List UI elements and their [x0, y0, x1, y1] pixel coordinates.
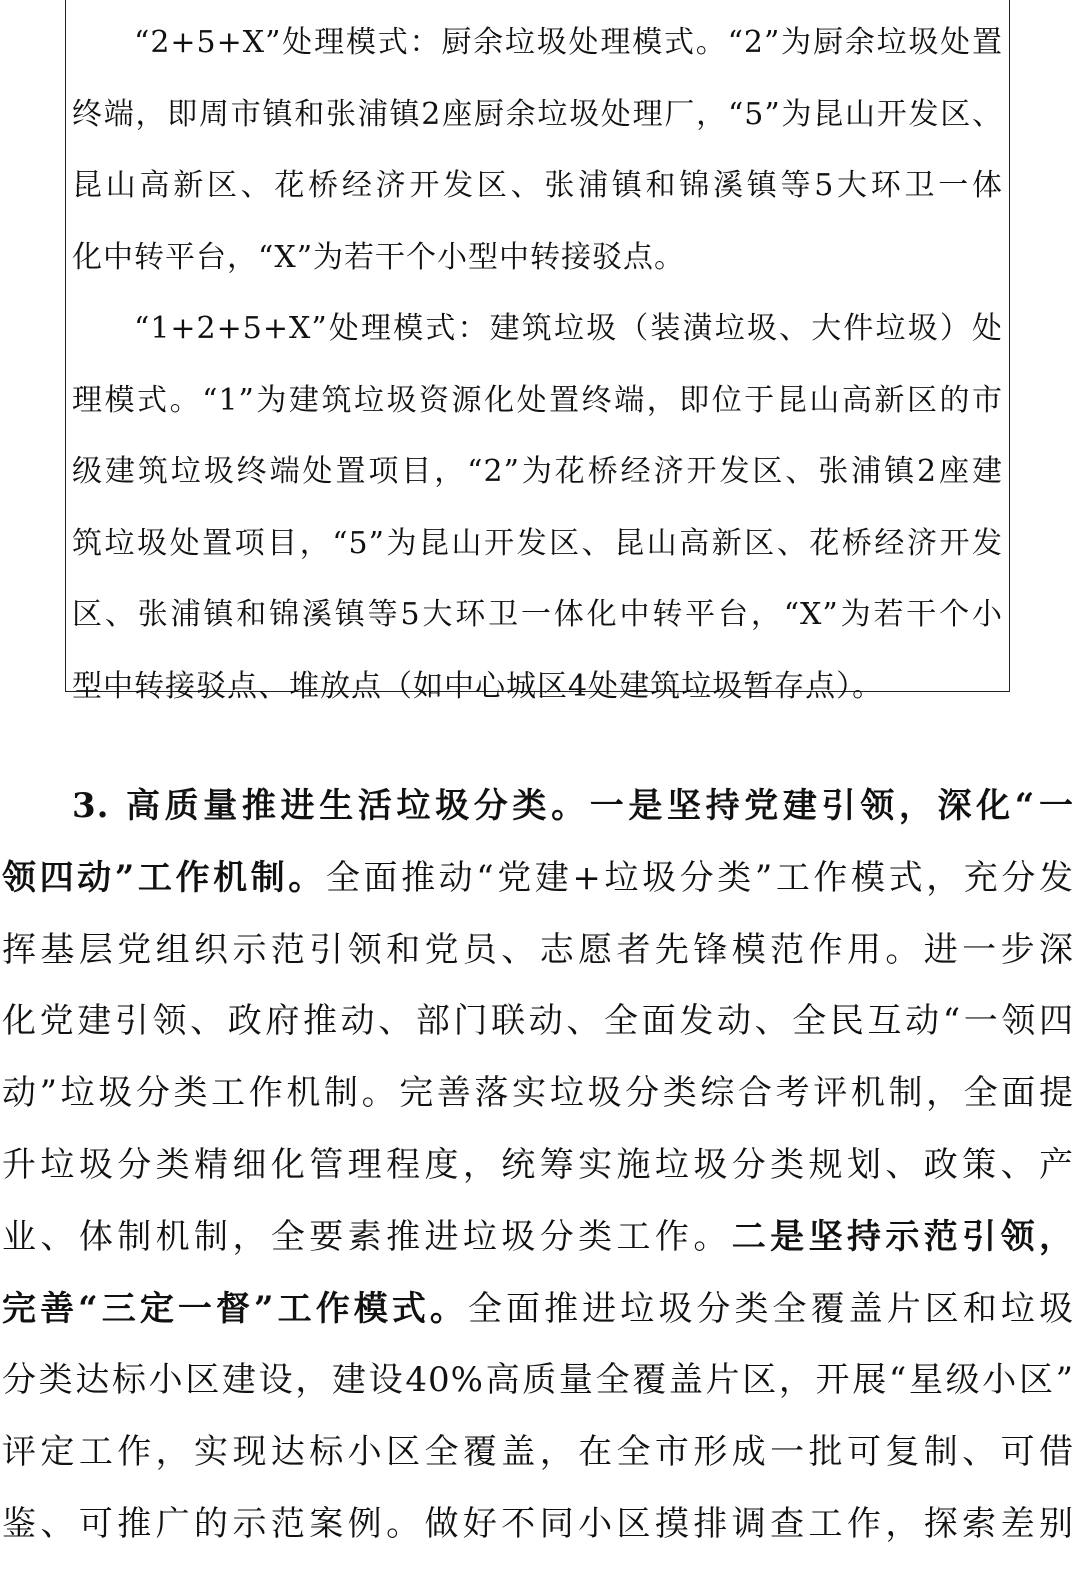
text-span: 业、体制机制，全要素推进垃圾分类工作。	[2, 1216, 732, 1257]
body-line: 升垃圾分类精细化管理程度，统筹实施垃圾分类规划、政策、产	[2, 1144, 1074, 1185]
box-line: 型中转接驳点、堆放点（如中心城区4处建筑垃圾暂存点）。	[72, 668, 884, 704]
body-line: 挥基层党组织示范引领和党员、志愿者先锋模范作用。进一步深	[2, 929, 1074, 970]
box-line: 区、张浦镇和锦溪镇等5大环卫一体化中转平台，“X”为若干个小	[72, 597, 1003, 632]
text-span: 全面推动“党建+垃圾分类”工作模式，充分发	[325, 857, 1074, 898]
body-line	[2, 843, 1074, 915]
box-line: 级建筑垃圾终端处置项目，“2”为花桥经济开发区、张浦镇2座建	[72, 454, 1003, 489]
bold-phrase: 完善“三定一督”工作模式。	[2, 1288, 468, 1329]
text-span: 全面推进垃圾分类全覆盖片区和垃圾	[467, 1288, 1074, 1329]
body-line	[2, 1274, 1074, 1346]
box-line: 理模式。“1”为建筑垃圾资源化处置终端，即位于昆山高新区的市	[72, 382, 1003, 418]
body-line: 鉴、可推广的示范案例。做好不同小区摸排调查工作，探索差别	[2, 1503, 1074, 1544]
boxed-note	[65, 0, 1010, 704]
box-line: 化中转平台，“X”为若干个小型中转接驳点。	[72, 239, 686, 275]
body-line: 化党建引领、政府推动、部门联动、全面发动、全民互动“一领四	[2, 1001, 1074, 1042]
box-line: 昆山高新区、花桥经济开发区、张浦镇和锦溪镇等5大环卫一体	[72, 168, 1003, 203]
bold-phrase: 二是坚持示范引领，	[731, 1216, 1075, 1257]
box-line: 终端，即周市镇和张浦镇2座厨余垃圾处理厂，“5”为昆山开发区、	[72, 96, 1003, 132]
body-line: 动”垃圾分类工作机制。完善落实垃圾分类综合考评机制，全面提	[2, 1073, 1074, 1114]
bold-phrase: 领四动”工作机制。	[2, 857, 326, 898]
body-line	[2, 1202, 1074, 1274]
box-line: 筑垃圾处置项目，“5”为昆山开发区、昆山高新区、花桥经济开发	[72, 525, 1003, 561]
box-line: “2+5+X”处理模式：厨余垃圾处理模式。“2”为厨余垃圾处置	[134, 25, 1003, 60]
section-heading-line: 3. 高质量推进生活垃圾分类。一是坚持党建引领，深化“一	[72, 786, 1074, 826]
body-line: 分类达标小区建设，建设40%高质量全覆盖片区，开展“星级小区”	[2, 1360, 1074, 1401]
box-line: “1+2+5+X”处理模式：建筑垃圾（装潢垃圾、大件垃圾）处	[134, 311, 1003, 346]
body-line: 评定工作，实现达标小区全覆盖，在全市形成一批可复制、可借	[2, 1432, 1074, 1473]
body-text	[2, 771, 1074, 1561]
